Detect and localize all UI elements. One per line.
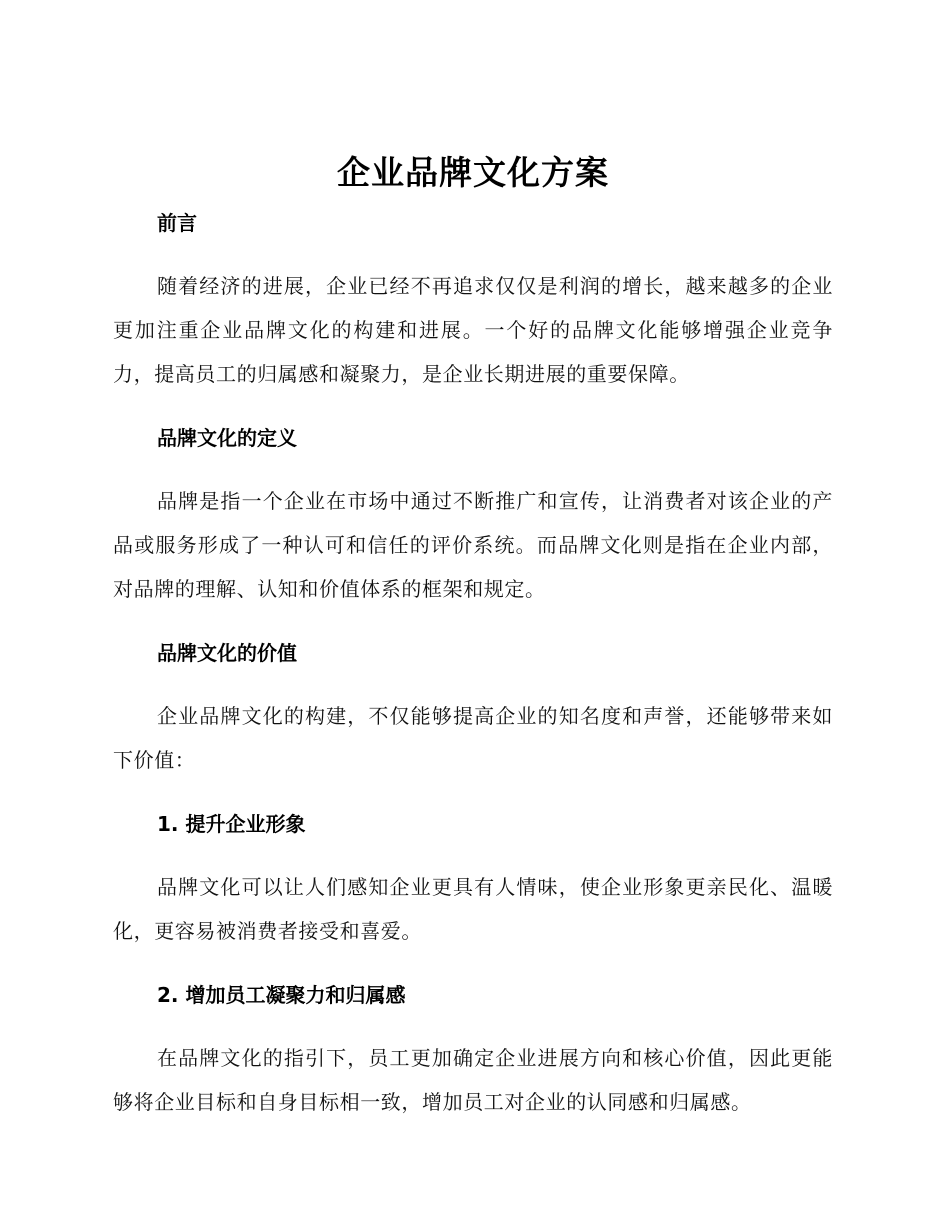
- document-content: [113, 148, 833, 1124]
- section-paragraph-definition: 品牌是指一个企业在市场中通过不断推广和宣传，让消费者对该企业的产品或服务形成了一种认可和信任的评价系统。而品牌文化则是指在企业内部，对品牌的理解、认知和价值体系的框架和规定。: [113, 489, 833, 601]
- document-title: 企业品牌文化方案: [337, 153, 609, 192]
- section-heading-definition: 品牌文化的定义: [157, 426, 297, 450]
- section-paragraph-preface: 随着经济的进展，企业已经不再追求仅仅是利润的增长，越来越多的企业更加注重企业品牌文化的构建和进展。一个好的品牌文化能够增强企业竞争力，提高员工的归属感和凝聚力，是企业长期进展的重要保障。: [113, 274, 833, 386]
- section-paragraph-value: 企业品牌文化的构建，不仅能够提高企业的知名度和声誉，还能够带来如下价值：: [113, 704, 833, 772]
- section-paragraph-brand-image: 品牌文化可以让人们感知企业更具有人情味，使企业形象更亲民化、温暖化，更容易被消费者接受和喜爱。: [113, 875, 833, 943]
- section-heading-value: 品牌文化的价值: [157, 641, 297, 665]
- section-heading-brand-image: 1. 提升企业形象: [157, 812, 306, 836]
- section-heading-cohesion: 2. 增加员工凝聚力和归属感: [157, 983, 406, 1007]
- section-paragraph-cohesion: 在品牌文化的指引下，员工更加确定企业进展方向和核心价值，因此更能够将企业目标和自身目标相一致，增加员工对企业的认同感和归属感。: [113, 1046, 833, 1114]
- section-heading-preface: 前言: [157, 211, 197, 235]
